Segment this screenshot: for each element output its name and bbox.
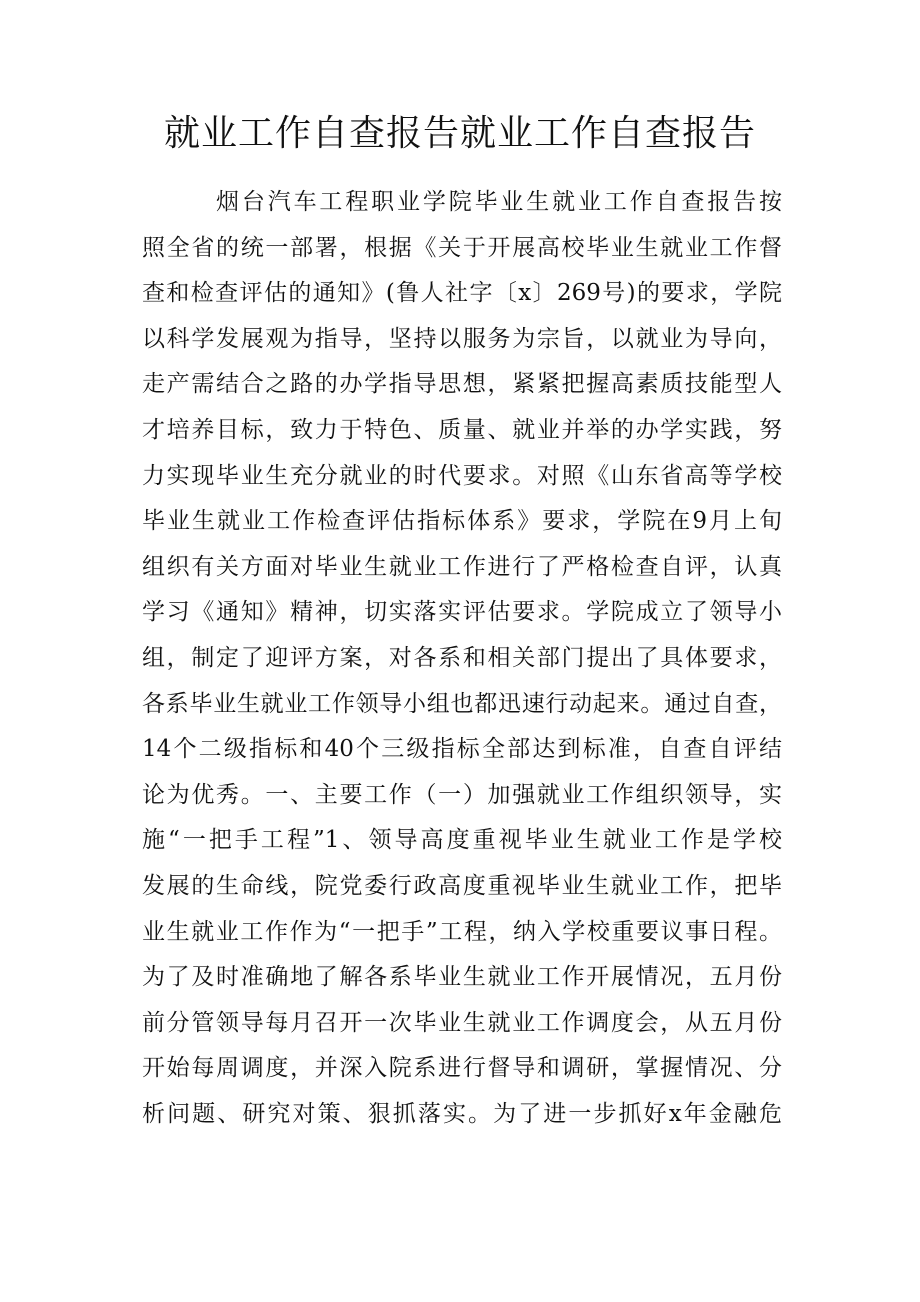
body-line: 照全省的统一部署，根据《关于开展高校毕业生就业工作督 <box>142 234 782 261</box>
body-line: 各系毕业生就业工作领导小组也都迅速行动起来。通过自查， <box>142 690 782 717</box>
body-line: 组，制定了迎评方案，对各系和相关部门提出了具体要求， <box>142 644 782 671</box>
body-line: 力实现毕业生充分就业的时代要求。对照《山东省高等学校 <box>142 462 782 489</box>
body-line: 烟台汽车工程职业学院毕业生就业工作自查报告按 <box>216 189 782 215</box>
body-line: 为了及时准确地了解各系毕业生就业工作开展情况，五月份 <box>142 964 782 991</box>
body-line: 14个二级指标和40个三级指标全部达到标准，自查自评结 <box>142 736 782 763</box>
body-line: 组织有关方面对毕业生就业工作进行了严格检查自评，认真 <box>142 553 782 580</box>
body-line: 毕业生就业工作检查评估指标体系》要求，学院在9月上旬 <box>142 508 782 535</box>
body-line: 学习《通知》精神，切实落实评估要求。学院成立了领导小 <box>142 599 782 626</box>
document-body <box>142 180 782 1137</box>
body-line: 以科学发展观为指导，坚持以服务为宗旨，以就业为导向， <box>142 325 782 352</box>
body-line: 业生就业工作作为“一把手”工程，纳入学校重要议事日程。 <box>142 918 782 945</box>
body-line: 施“一把手工程”1、领导高度重视毕业生就业工作是学校 <box>142 827 782 854</box>
body-line: 开始每周调度，并深入院系进行督导和调研，掌握情况、分 <box>142 1055 782 1082</box>
body-line: 析问题、研究对策、狠抓落实。为了进一步抓好x年金融危 <box>142 1100 782 1127</box>
body-line: 走产需结合之路的办学指导思想，紧紧把握高素质技能型人 <box>142 371 782 398</box>
document-title: 就业工作自查报告就业工作自查报告 <box>163 113 756 154</box>
body-line: 发展的生命线，院党委行政高度重视毕业生就业工作，把毕 <box>142 872 782 899</box>
body-line: 前分管领导每月召开一次毕业生就业工作调度会，从五月份 <box>142 1009 782 1036</box>
body-line: 论为优秀。一、主要工作（一）加强就业工作组织领导，实 <box>142 781 782 808</box>
body-line: 才培养目标，致力于特色、质量、就业并举的办学实践，努 <box>142 416 782 443</box>
body-line: 查和检查评估的通知》(鲁人社字〔x〕269号)的要求，学院 <box>142 280 782 307</box>
